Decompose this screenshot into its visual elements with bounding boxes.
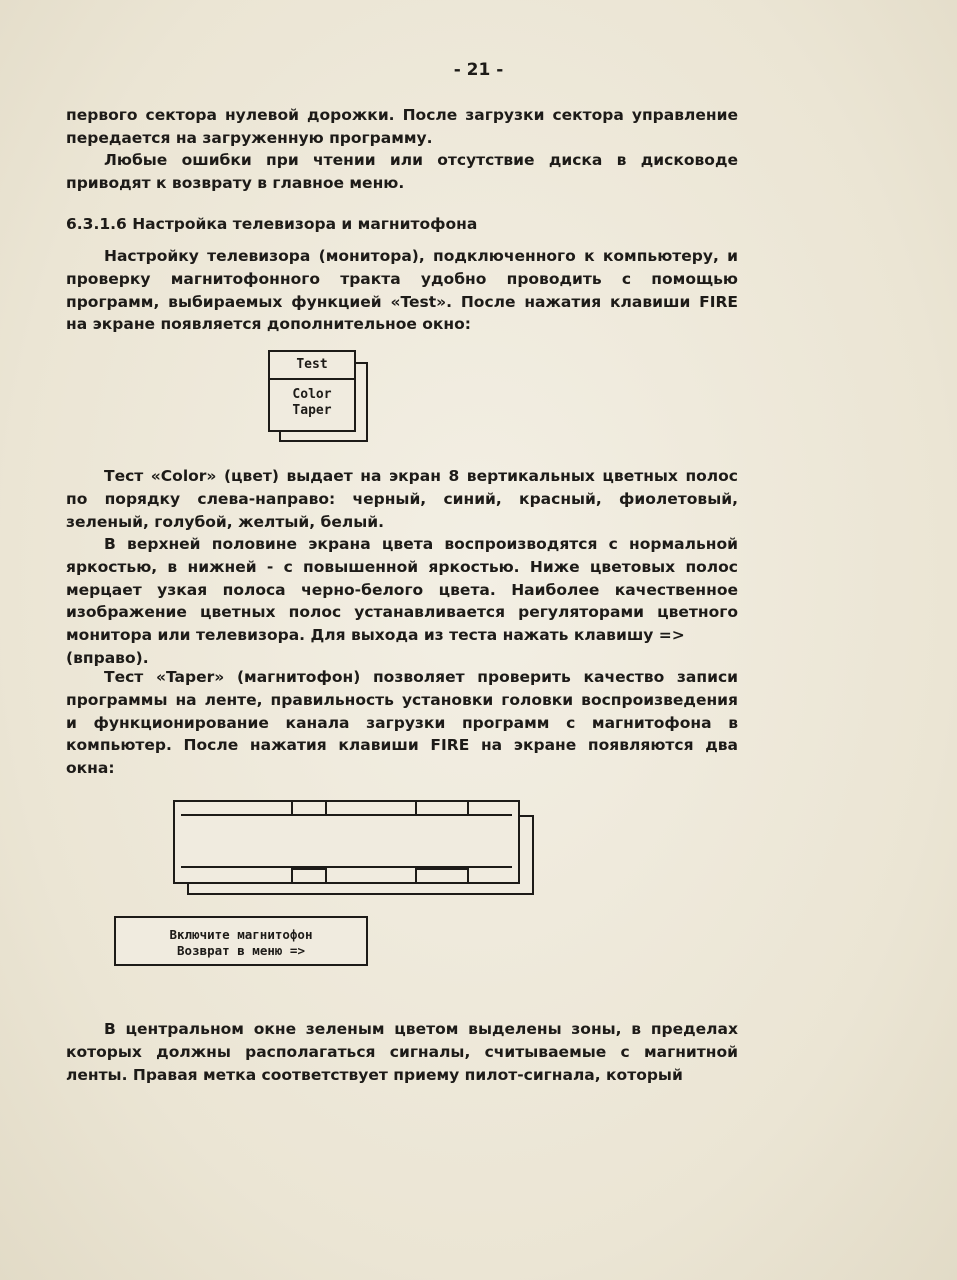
tape-signal-window — [173, 800, 520, 884]
tape-zone-marker — [415, 802, 469, 816]
tape-zone-marker — [291, 802, 327, 816]
paragraph-5-end: (вправо). — [66, 649, 149, 667]
test-menu-item-taper: Taper — [292, 403, 332, 418]
section-heading: 6.3.1.6 Настройка телевизора и магнитофона — [66, 215, 478, 233]
tape-zone-marker — [291, 868, 327, 882]
page-number: - 21 - — [453, 60, 504, 80]
tape-zone-marker — [415, 868, 469, 882]
paragraph-4: Тест «Color» (цвет) выдает на экран 8 вертикальных цветных полос по порядку слева-направо: черный, синий, красный, фиолетовый, зеленый, голубой, желтый, белый. — [66, 467, 738, 531]
test-menu-title: Test — [270, 352, 354, 380]
tape-message-window — [114, 916, 368, 966]
paragraph-6: Тест «Taper» (магнитофон) позволяет проверить качество записи программы на ленте, правильность установки головки воспроизведения и функционирование канала загрузки программ с магнитофона в компьютер. После нажатия клавиши FIRE на экране появляются два окна: — [66, 668, 738, 778]
tape-message-line-1: Включите магнитофон — [169, 927, 313, 942]
paragraph-1: первого сектора нулевой дорожки. После загрузки сектора управление передается на загруженную программу. — [66, 106, 738, 147]
tape-message-line-2: Возврат в меню => — [177, 943, 305, 958]
paragraph-5: В верхней половине экрана цвета воспроизводятся с нормальной яркостью, в нижней - с повышенной яркостью. Ниже цветовых полос мерцает узкая полоса черно-белого цвета. Наиболее качественное изображение цветных полос устанавливается регуляторами цветного монитора или телевизора. Для выхода из теста нажать клавишу => — [66, 535, 738, 645]
test-menu-window — [268, 350, 356, 432]
paragraph-7: В центральном окне зеленым цветом выделены зоны, в пределах которых должны располагаться сигналы, считываемые с магнитной ленты. Правая метка соответствует приему пилот-сигнала, который — [66, 1020, 738, 1084]
paragraph-2: Любые ошибки при чтении или отсутствие диска в дисководе приводят к возврату в главное меню. — [66, 151, 738, 192]
paragraph-3: Настройку телевизора (монитора), подключенного к компьютеру, и проверку магнитофонного тракта удобно проводить с помощью программ, выбираемых функцией «Test». После нажатия клавиши FIRE на экране появляется дополнительное окно: — [66, 247, 738, 334]
test-menu-item-color: Color — [292, 387, 332, 402]
test-menu-items — [270, 380, 354, 419]
